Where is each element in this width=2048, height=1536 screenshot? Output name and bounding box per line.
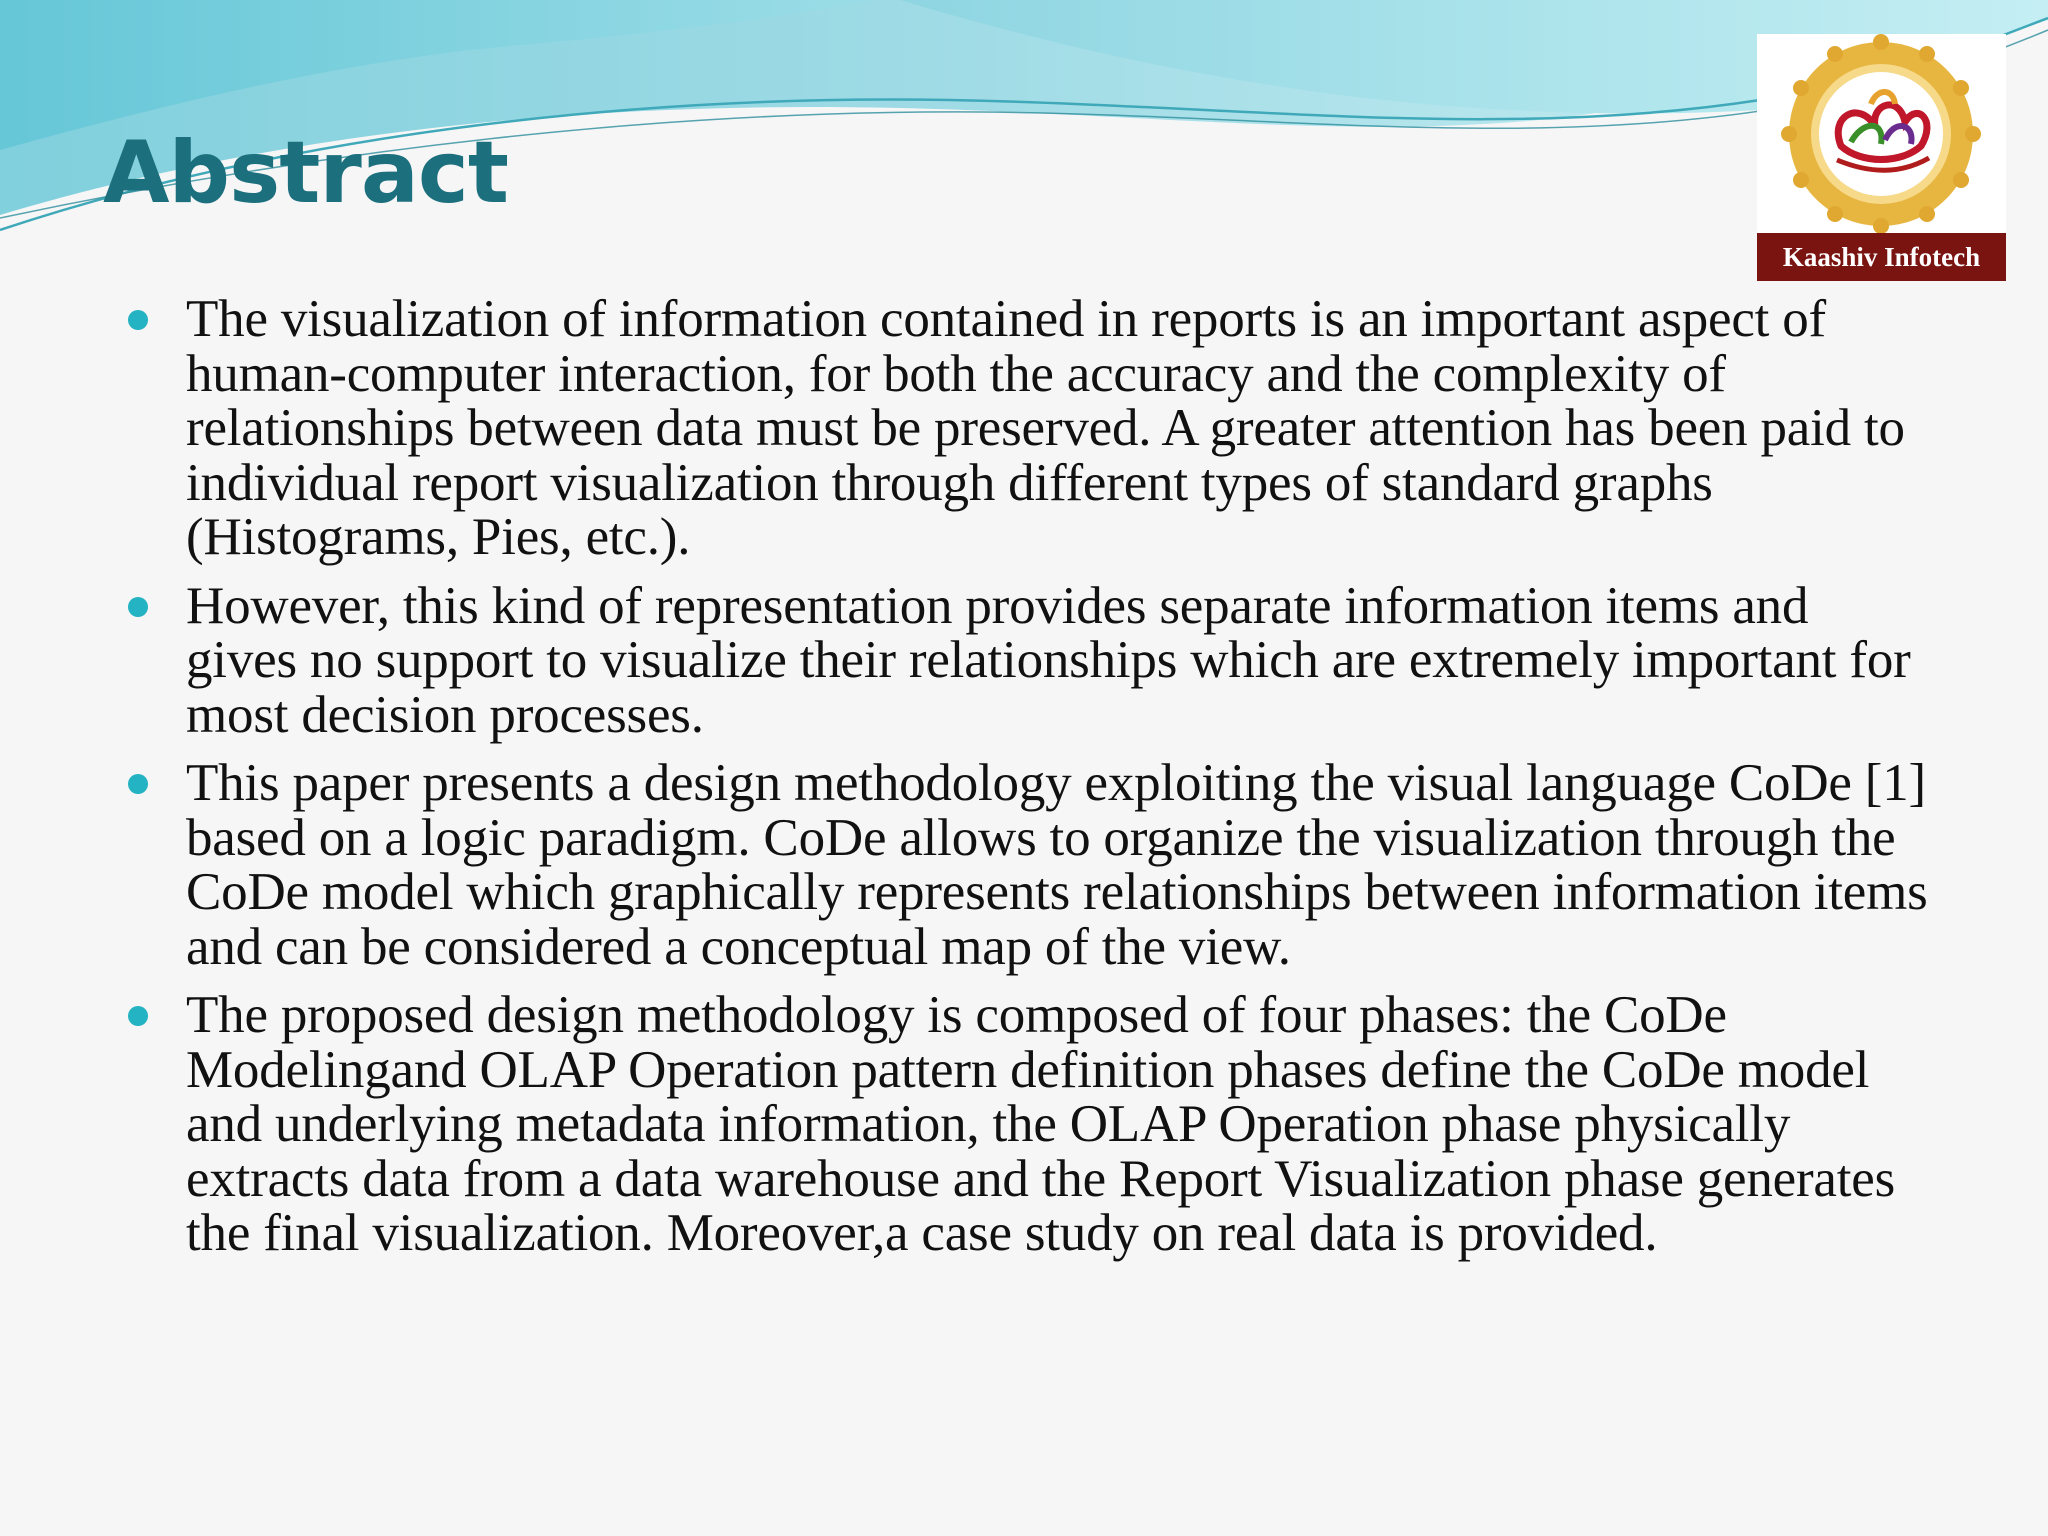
bullet-item [128, 576, 1928, 744]
bullet-dot-icon [128, 1006, 148, 1026]
bullet-dot-icon [128, 774, 148, 794]
bullet-list [128, 292, 1928, 1275]
bullet-item [128, 756, 1928, 974]
bullet-item [128, 988, 1928, 1261]
bullet-text: This paper presents a design methodology exploiting the visual language CoDe [1] based on a logic paradigm. CoDe allows to organize the visualization through the CoDe model which graphically represents relationships between information items and can be considered a conceptual map of the view. [186, 754, 1928, 976]
bullet-text: However, this kind of representation provides separate information items and gives no support to visualize their relationships which are extremely important for most decision processes. [186, 576, 1911, 744]
bullet-dot-icon [128, 597, 148, 617]
logo-caption: Kaashiv Infotech [1757, 233, 2006, 281]
bullet-text: The visualization of information contained in reports is an important aspect of human-computer interaction, for both the accuracy and the complexity of relationships between data must be preserved. A greater attention has been paid to individual report visualization through different types of standard graphs (Histograms, Pies, etc.). [186, 290, 1905, 566]
bullet-dot-icon [128, 310, 148, 330]
bullet-item [128, 292, 1928, 565]
slide-title: Abstract [103, 123, 508, 223]
bullet-text: The proposed design methodology is composed of four phases: the CoDe Modelingand OLAP Operation pattern definition phases define the CoDe model and underlying metadata information, the OLAP Operation phase physically extracts data from a data warehouse and the Report Visualization phase generates the final visualization. Moreover,a case study on real data is provided. [186, 986, 1896, 1262]
